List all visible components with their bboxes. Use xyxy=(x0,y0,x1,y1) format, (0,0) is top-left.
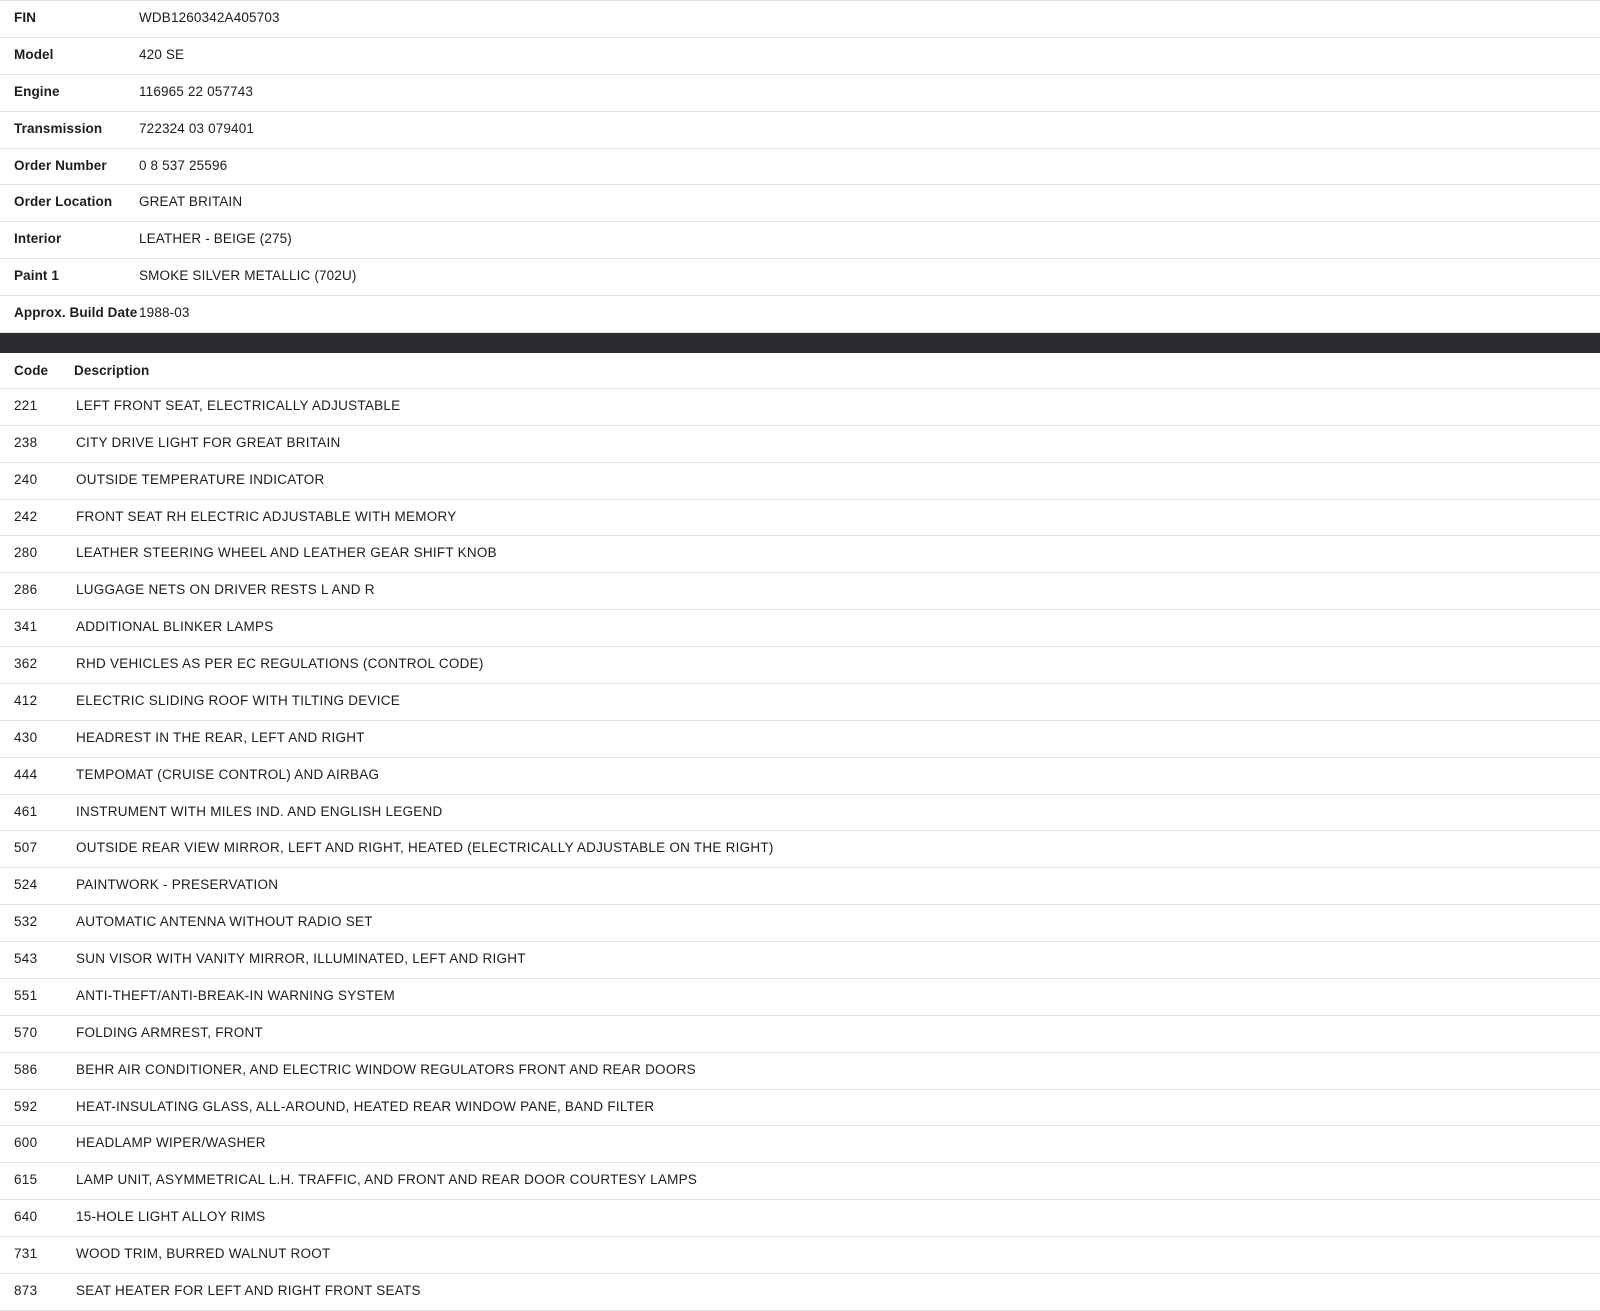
table-row xyxy=(0,720,1600,757)
vehicle-detail-row xyxy=(0,259,1600,296)
table-row xyxy=(0,831,1600,868)
option-code-value: 586 xyxy=(0,1052,60,1089)
table-row xyxy=(0,1052,1600,1089)
option-code-description: OUTSIDE TEMPERATURE INDICATOR xyxy=(60,462,1600,499)
option-code-description: 15-HOLE LIGHT ALLOY RIMS xyxy=(60,1200,1600,1237)
option-codes-body xyxy=(0,388,1600,1310)
vehicle-detail-row xyxy=(0,1,1600,38)
option-code-value: 461 xyxy=(0,794,60,831)
option-code-description: TEMPOMAT (CRUISE CONTROL) AND AIRBAG xyxy=(60,757,1600,794)
option-code-description: FRONT SEAT RH ELECTRIC ADJUSTABLE WITH MEMORY xyxy=(60,499,1600,536)
vehicle-detail-label: Order Location xyxy=(14,194,113,210)
vehicle-details-body xyxy=(0,1,1600,333)
vehicle-detail-label: Model xyxy=(14,46,54,62)
table-row xyxy=(0,388,1600,425)
table-row xyxy=(0,1015,1600,1052)
option-code-description: WOOD TRIM, BURRED WALNUT ROOT xyxy=(60,1237,1600,1274)
table-row xyxy=(0,905,1600,942)
table-row xyxy=(0,573,1600,610)
table-row xyxy=(0,1126,1600,1163)
option-code-value: 592 xyxy=(0,1089,60,1126)
vehicle-detail-row xyxy=(0,111,1600,148)
option-code-value: 731 xyxy=(0,1237,60,1274)
table-row xyxy=(0,647,1600,684)
option-code-description: CITY DRIVE LIGHT FOR GREAT BRITAIN xyxy=(60,425,1600,462)
option-code-description: LUGGAGE NETS ON DRIVER RESTS L AND R xyxy=(60,573,1600,610)
option-codes-table xyxy=(0,354,1600,1311)
option-code-description: ADDITIONAL BLINKER LAMPS xyxy=(60,610,1600,647)
option-codes-header xyxy=(0,354,1600,389)
option-code-value: 362 xyxy=(0,647,60,684)
option-code-description: HEADLAMP WIPER/WASHER xyxy=(60,1126,1600,1163)
option-code-description: LEFT FRONT SEAT, ELECTRICALLY ADJUSTABLE xyxy=(60,388,1600,425)
vehicle-detail-label: Paint 1 xyxy=(14,268,59,284)
option-code-value: 412 xyxy=(0,683,60,720)
option-code-description: LEATHER STEERING WHEEL AND LEATHER GEAR SHIFT KNOB xyxy=(60,536,1600,573)
vehicle-detail-label: Transmission xyxy=(14,120,103,136)
table-row xyxy=(0,425,1600,462)
vehicle-detail-value: GREAT BRITAIN xyxy=(139,194,243,210)
vehicle-detail-value: 1988-03 xyxy=(139,305,190,320)
option-code-description: SUN VISOR WITH VANITY MIRROR, ILLUMINATED, LEFT AND RIGHT xyxy=(60,942,1600,979)
option-code-description: BEHR AIR CONDITIONER, AND ELECTRIC WINDOW REGULATORS FRONT AND REAR DOORS xyxy=(60,1052,1600,1089)
table-row xyxy=(0,978,1600,1015)
vehicle-detail-label: Approx. Build Date xyxy=(14,305,138,320)
option-code-value: 242 xyxy=(0,499,60,536)
option-code-description: INSTRUMENT WITH MILES IND. AND ENGLISH LEGEND xyxy=(60,794,1600,831)
table-row xyxy=(0,942,1600,979)
option-code-value: 240 xyxy=(0,462,60,499)
vehicle-detail-value: 116965 22 057743 xyxy=(139,83,254,99)
option-code-value: 286 xyxy=(0,573,60,610)
option-code-value: 280 xyxy=(0,536,60,573)
table-row xyxy=(0,1273,1600,1310)
option-code-value: 507 xyxy=(0,831,60,868)
vehicle-detail-label: Engine xyxy=(14,83,60,99)
option-code-description: OUTSIDE REAR VIEW MIRROR, LEFT AND RIGHT, HEATED (ELECTRICALLY ADJUSTABLE ON THE RIGHT) xyxy=(60,831,1600,868)
option-code-description: FOLDING ARMREST, FRONT xyxy=(60,1015,1600,1052)
option-code-value: 444 xyxy=(0,757,60,794)
option-code-value: 640 xyxy=(0,1200,60,1237)
option-code-description: HEADREST IN THE REAR, LEFT AND RIGHT xyxy=(60,720,1600,757)
option-code-description: ANTI-THEFT/ANTI-BREAK-IN WARNING SYSTEM xyxy=(60,978,1600,1015)
option-code-description: LAMP UNIT, ASYMMETRICAL L.H. TRAFFIC, AND FRONT AND REAR DOOR COURTESY LAMPS xyxy=(60,1163,1600,1200)
column-header-code: Code xyxy=(0,354,60,389)
vehicle-detail-label: FIN xyxy=(14,10,37,25)
vehicle-detail-value: SMOKE SILVER METALLIC (702U) xyxy=(139,268,357,284)
option-code-description: RHD VEHICLES AS PER EC REGULATIONS (CONTROL CODE) xyxy=(60,647,1600,684)
vehicle-detail-value: WDB1260342A405703 xyxy=(139,10,280,25)
vehicle-detail-label: Interior xyxy=(14,231,62,247)
table-row xyxy=(0,610,1600,647)
option-code-description: ELECTRIC SLIDING ROOF WITH TILTING DEVICE xyxy=(60,683,1600,720)
table-row xyxy=(0,499,1600,536)
vehicle-detail-row xyxy=(0,185,1600,222)
option-code-value: 600 xyxy=(0,1126,60,1163)
table-row xyxy=(0,1237,1600,1274)
table-row xyxy=(0,757,1600,794)
option-code-value: 551 xyxy=(0,978,60,1015)
vehicle-details-table xyxy=(0,0,1600,333)
table-row xyxy=(0,1200,1600,1237)
table-row xyxy=(0,868,1600,905)
table-header-row xyxy=(0,354,1600,389)
table-row xyxy=(0,536,1600,573)
option-code-value: 873 xyxy=(0,1273,60,1310)
option-code-value: 570 xyxy=(0,1015,60,1052)
vehicle-detail-value: 722324 03 079401 xyxy=(139,120,255,136)
table-row xyxy=(0,1089,1600,1126)
vehicle-detail-value: 420 SE xyxy=(139,46,185,62)
option-code-description: PAINTWORK - PRESERVATION xyxy=(60,868,1600,905)
vehicle-detail-row xyxy=(0,74,1600,111)
option-code-value: 532 xyxy=(0,905,60,942)
option-code-value: 221 xyxy=(0,388,60,425)
table-row xyxy=(0,683,1600,720)
option-code-value: 543 xyxy=(0,942,60,979)
option-code-description: HEAT-INSULATING GLASS, ALL-AROUND, HEATED REAR WINDOW PANE, BAND FILTER xyxy=(60,1089,1600,1126)
option-code-description: SEAT HEATER FOR LEFT AND RIGHT FRONT SEATS xyxy=(60,1273,1600,1310)
vehicle-detail-value: 0 8 537 25596 xyxy=(139,157,228,173)
vehicle-detail-row xyxy=(0,222,1600,259)
vehicle-detail-row xyxy=(0,37,1600,74)
table-row xyxy=(0,794,1600,831)
option-code-value: 430 xyxy=(0,720,60,757)
vehicle-detail-row xyxy=(0,296,1600,333)
option-codes-section xyxy=(0,353,1600,1311)
option-code-value: 524 xyxy=(0,868,60,905)
vehicle-detail-row xyxy=(0,148,1600,185)
vehicle-detail-label: Order Number xyxy=(14,157,107,173)
option-code-value: 615 xyxy=(0,1163,60,1200)
vehicle-detail-value: LEATHER - BEIGE (275) xyxy=(139,231,292,247)
section-separator-band xyxy=(0,333,1600,353)
table-row xyxy=(0,1163,1600,1200)
table-row xyxy=(0,462,1600,499)
option-code-value: 341 xyxy=(0,610,60,647)
option-code-value: 238 xyxy=(0,425,60,462)
column-header-description: Description xyxy=(60,354,1600,389)
option-code-description: AUTOMATIC ANTENNA WITHOUT RADIO SET xyxy=(60,905,1600,942)
